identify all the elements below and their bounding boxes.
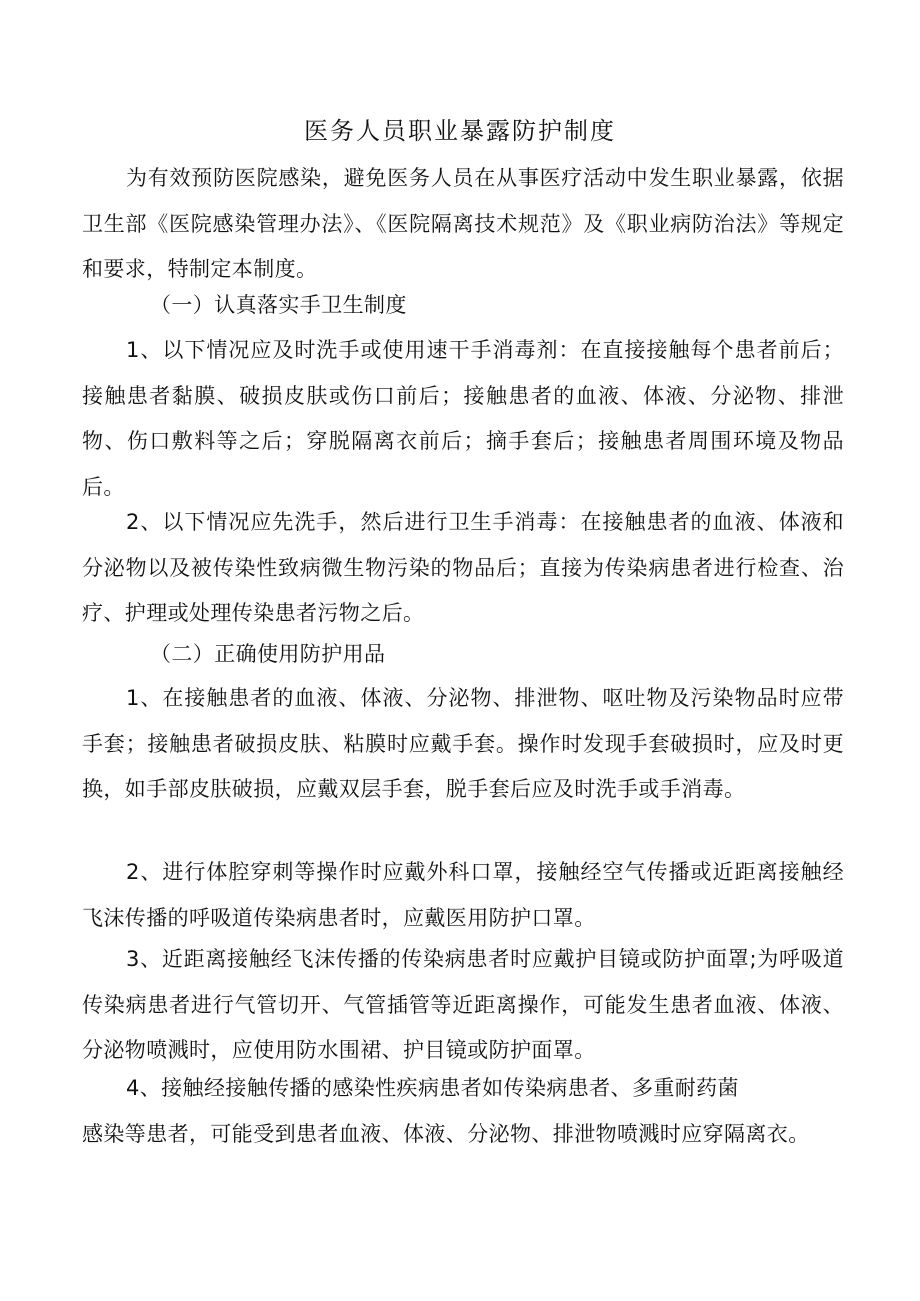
intro-paragraph: 为有效预防医院感染，避免医务人员在从事医疗活动中发生职业暴露，依据卫生部《医院感染管理办法》、《医院隔离技术规范》及《职业病防治法》等规定和要求，特制定本制度。 — [82, 166, 844, 281]
section-2-item-4-line-2: 感染等患者，可能受到患者血液、体液、分泌物、排泄物喷溅时应穿隔离衣。 — [82, 1121, 810, 1146]
section-2-item-3: 3、近距离接触经飞沫传播的传染病患者时应戴护目镜或防护面罩;为呼吸道传染病患者进行气管切开、气管插管等近距离操作，可能发生患者血液、体液、分泌物喷溅时，应使用防水围裙、护目镜或防护面罩。 — [82, 947, 844, 1062]
section-2-heading: （二）正确使用防护用品 — [150, 642, 386, 666]
document-title: 医务人员职业暴露防护制度 — [304, 117, 616, 145]
section-1-heading: （一）认真落实手卫生制度 — [150, 293, 407, 317]
section-2-item-4-line-1: 4、接触经接触传播的感染性疾病患者如传染病患者、多重耐药菌 — [126, 1076, 739, 1100]
section-2-item-1: 1、在接触患者的血液、体液、分泌物、排泄物、呕吐物及污染物品时应带手套；接触患者破损皮肤、粘膜时应戴手套。操作时发现手套破损时，应及时更换，如手部皮肤破损，应戴双层手套，脱手套后应及时洗手或手消毒。 — [82, 686, 844, 801]
section-1-item-1: 1、以下情况应及时洗手或使用速干手消毒剂：在直接接触每个患者前后；接触患者黏膜、破损皮肤或伤口前后；接触患者的血液、体液、分泌物、排泄物、伤口敷料等之后；穿脱隔离衣前后；摘手套后；接触患者周围环境及物品后。 — [82, 338, 844, 499]
section-2-item-4 — [82, 1066, 844, 1157]
section-1-item-2: 2、以下情况应先洗手，然后进行卫生手消毒：在接触患者的血液、体液和分泌物以及被传染性致病微生物污染的物品后；直接为传染病患者进行检查、治疗、护理或处理传染患者污物之后。 — [82, 510, 844, 625]
section-2-item-2: 2、进行体腔穿刺等操作时应戴外科口罩，接触经空气传播或近距离接触经飞沫传播的呼吸道传染病患者时，应戴医用防护口罩。 — [82, 860, 844, 930]
